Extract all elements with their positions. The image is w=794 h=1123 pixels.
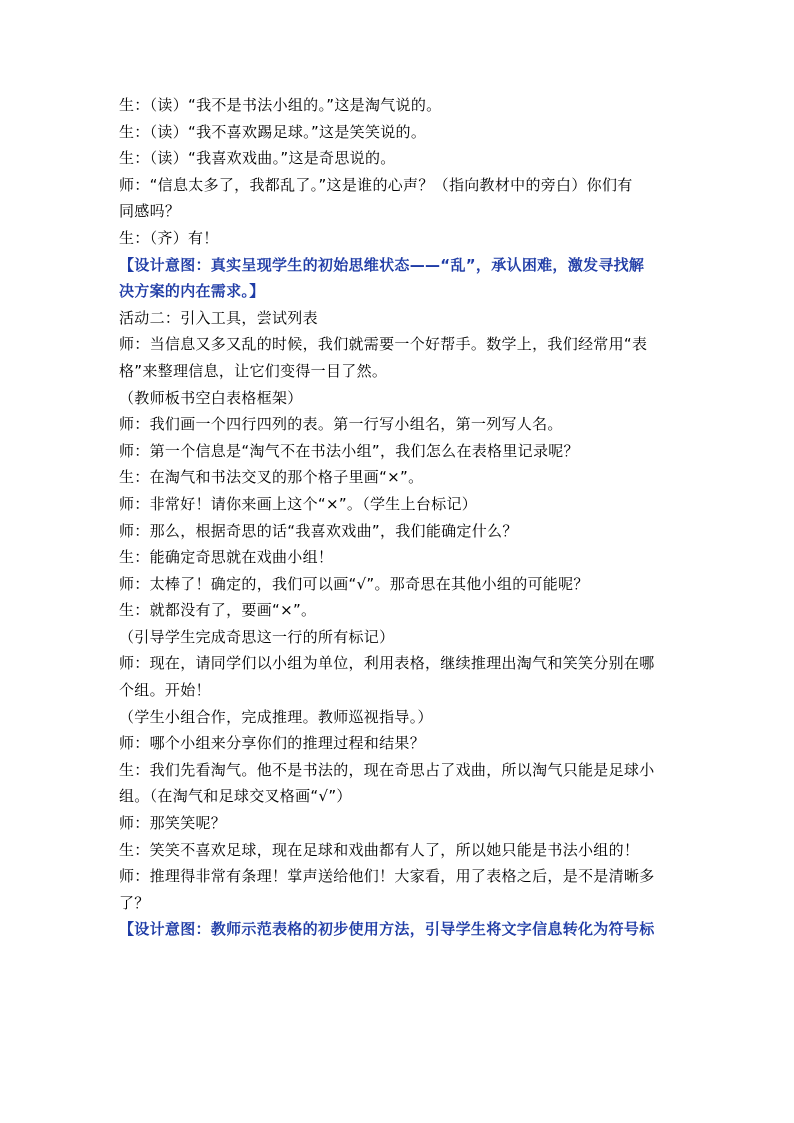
text-line: 生：能确定奇思就在戏曲小组！ [119, 548, 334, 567]
document-body [119, 92, 679, 943]
text-line: 师：第一个信息是“淘气不在书法小组”，我们怎么在表格里记录呢？ [119, 441, 579, 460]
design-intent-line: 决方案的内在需求。】 [119, 282, 265, 301]
text-line: 生：（读）“我不是书法小组的。”这是淘气说的。 [119, 96, 442, 114]
text-line: 组。（在淘气和足球交叉格画“√”） [119, 787, 352, 806]
text-line: 师：当信息又多又乱的时候，我们就需要一个好帮手。数学上，我们经常用“表 [119, 335, 648, 354]
text-line: 生：（读）“我不喜欢踢足球。”这是笑笑说的。 [119, 122, 427, 141]
text-line: 师：太棒了！确定的，我们可以画“√”。那奇思在其他小组的可能呢？ [119, 574, 589, 593]
text-line: 生：就都没有了，要画“×”。 [119, 601, 317, 620]
text-line: 师：“信息太多了，我都乱了。”这是谁的心声？（指向教材中的旁白）你们有 [119, 175, 633, 194]
text-line: 师：非常好！请你来画上这个“×”。（学生上台标记） [119, 494, 478, 513]
text-line: 了？ [119, 893, 150, 912]
text-line: 师：那么，根据奇思的话“我喜欢戏曲”，我们能确定什么？ [119, 521, 518, 540]
text-line: 师：哪个小组来分享你们的推理过程和结果？ [119, 734, 426, 753]
text-line: 师：推理得非常有条理！掌声送给他们！大家看，用了表格之后，是不是清晰多 [119, 867, 655, 886]
text-line: 生：在淘气和书法交叉的那个格子里画“×”。 [119, 468, 424, 487]
text-line: 师：现在，请同学们以小组为单位，利用表格，继续推理出淘气和笑笑分别在哪 [119, 654, 655, 673]
text-line: 格”来整理信息，让它们变得一目了然。 [119, 361, 388, 380]
text-line: 同感吗？ [119, 202, 181, 221]
text-line: （学生小组合作，完成推理。教师巡视指导。） [119, 707, 433, 726]
text-line: 生：（齐）有！ [119, 228, 219, 247]
text-line: 生：（读）“我喜欢戏曲。”这是奇思说的。 [119, 149, 396, 168]
activity-heading: 活动二：引入工具，尝试列表 [119, 308, 318, 327]
text-line: 师：那笑笑呢？ [119, 814, 227, 833]
text-line: 生：我们先看淘气。他不是书法的，现在奇思占了戏曲，所以淘气只能是足球小 [119, 760, 655, 779]
text-line: 师：我们画一个四行四列的表。第一行写小组名，第一列写人名。 [119, 415, 563, 434]
design-intent-line: 【设计意图：真实呈现学生的初始思维状态——“乱”，承认困难，激发寻找解 [119, 255, 645, 274]
text-line: （引导学生完成奇思这一行的所有标记） [119, 627, 395, 646]
design-intent-line: 【设计意图：教师示范表格的初步使用方法，引导学生将文字信息转化为符号标 [119, 920, 655, 939]
text-line: 生：笑笑不喜欢足球，现在足球和戏曲都有人了，所以她只能是书法小组的！ [119, 840, 640, 859]
text-line: 个组。开始！ [119, 681, 211, 700]
text-line: （教师板书空白表格框架） [119, 388, 303, 407]
